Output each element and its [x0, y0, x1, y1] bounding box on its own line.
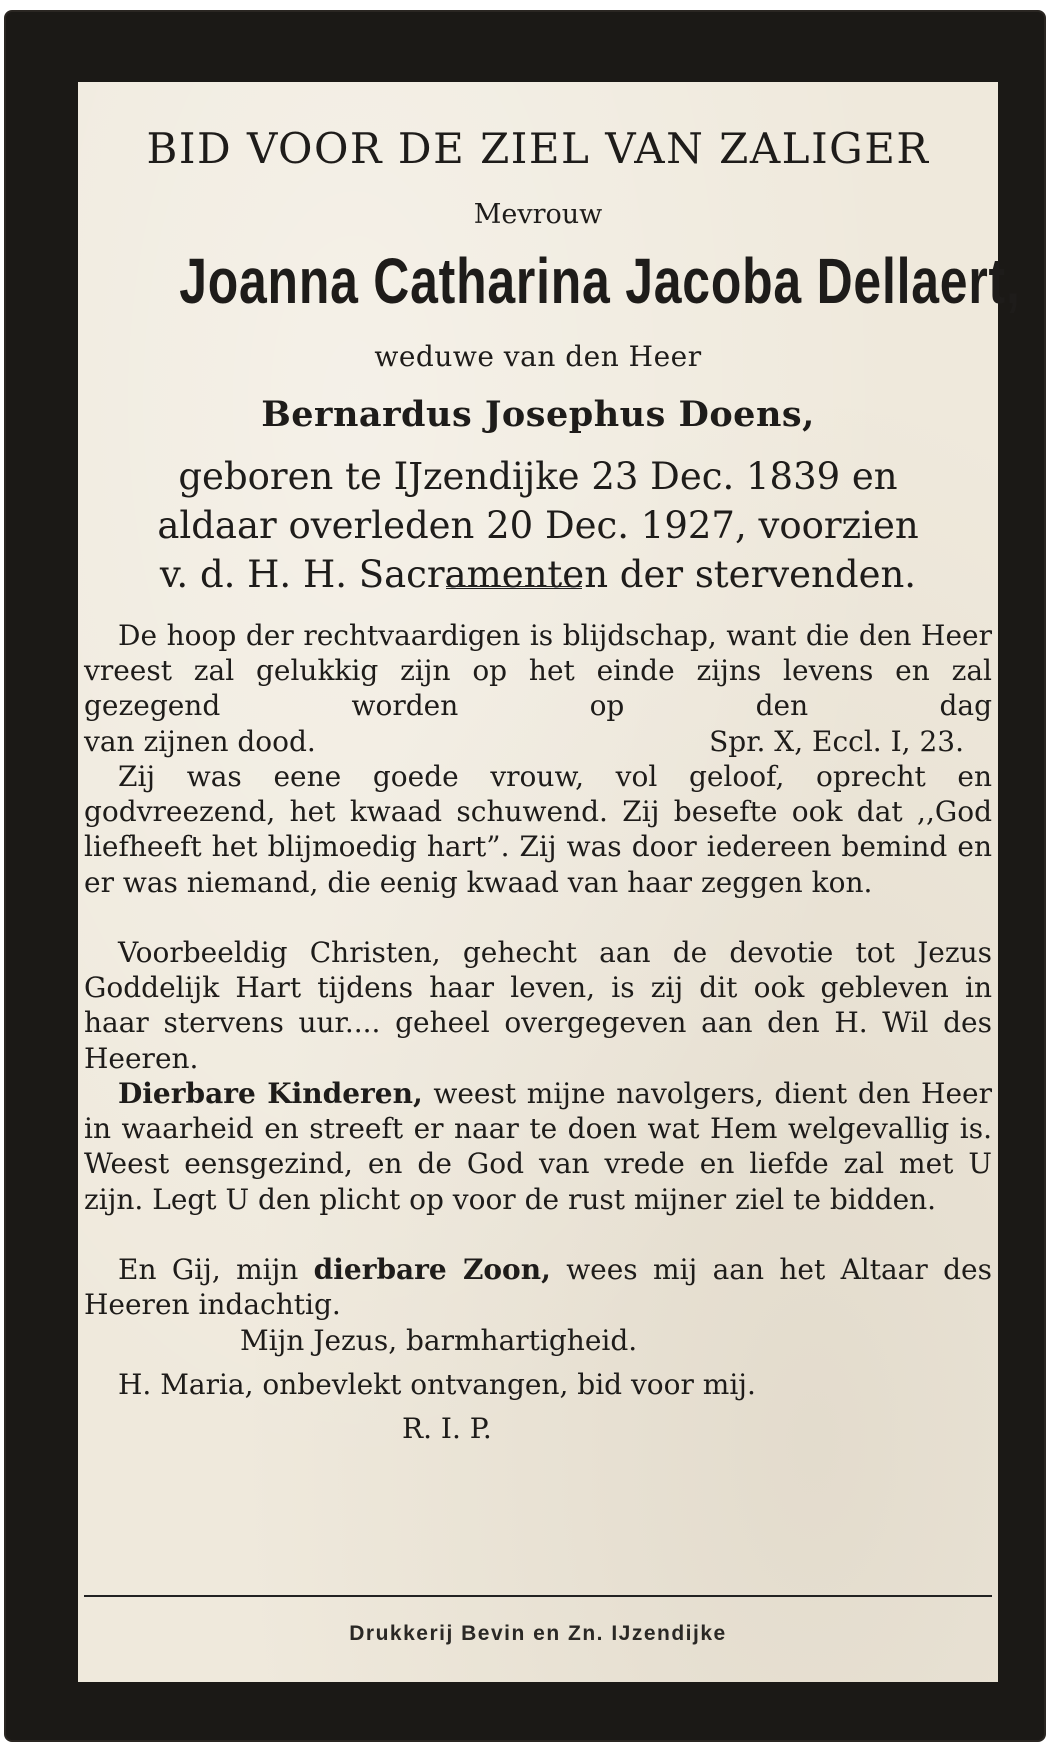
spouse-name: Bernardus Josephus Doens, — [261, 394, 815, 435]
son-before: En Gij, mijn — [118, 1253, 314, 1286]
scripture-text: De hoop der rechtvaardigen is blijdschap, want die den Heer vreest zal gelukkig zijn op het einde zijns levens en zal gezegend worden op den dag — [84, 619, 992, 723]
children-lead: Dierbare Kinderen, — [118, 1077, 423, 1110]
printer-credit: Drukkerij Bevin en Zn. IJzendijke — [349, 1622, 727, 1645]
virtue-paragraph — [84, 759, 992, 900]
children-body: weest mijne navolgers, dient den Heer in waarheid en streeft er naar te doen wat Hem welgevallig is. Weest eensgezind, en de God van vrede en liefde zal met U zijn. Legt U den plicht op voor de rust mijner ziel te bidden. — [84, 1077, 992, 1216]
birth-line: geboren te IJzendijke 23 Dec. 1839 en — [178, 455, 898, 498]
relation-line: weduwe van den Heer — [374, 340, 702, 373]
prayer-jesus: Mijn Jezus, barmhartigheid. — [240, 1324, 638, 1357]
children-paragraph — [84, 1076, 992, 1217]
birth-death-block — [78, 452, 998, 599]
devotion-paragraph — [84, 935, 992, 1076]
death-line: aldaar overleden 20 Dec. 1927, voorzien — [157, 504, 919, 547]
son-text — [84, 1252, 992, 1322]
memorial-card — [6, 12, 1044, 1740]
footer-divider — [84, 1595, 992, 1597]
card-heading: BID VOOR DE ZIEL VAN ZALIGER — [146, 124, 930, 173]
devotion-text: Voorbeeldig Christen, gehecht aan de devotie tot Jezus Goddelijk Hart tijdens haar leven, is zij dit ook gebleven in haar stervens uur.... geheel overgegeven aan den H. Wil des Heeren. — [84, 936, 992, 1075]
prayer-maria: H. Maria, onbevlekt ontvangen, bid voor mij. — [118, 1368, 756, 1401]
son-paragraph — [84, 1252, 992, 1322]
virtue-text: Zij was eene goede vrouw, vol geloof, oprecht en godvreezend, het kwaad schuwend. Zij besefte ook dat ,,God liefheeft het blijmoedig hart”. Zij was door iedereen bemind en er was niemand, die eenig kwaad van haar zeggen kon. — [84, 760, 992, 899]
children-text — [84, 1076, 992, 1217]
scripture-block — [84, 618, 992, 759]
title-prefix: Mevrouw — [473, 199, 603, 230]
scripture-reference: Spr. X, Eccl. I, 23. — [709, 724, 964, 758]
son-bold: dierbare Zoon, — [313, 1253, 551, 1286]
rip-text: R. I. P. — [402, 1412, 492, 1445]
scripture-last-line: van zijnen dood. — [84, 724, 316, 758]
scripture-last-row — [84, 724, 992, 759]
ornamental-divider — [446, 586, 582, 593]
card-paper — [78, 82, 1021, 1682]
deceased-name: Joanna Catharina Jacoba Dellaert, — [179, 245, 1021, 317]
son-after: wees mij aan het Altaar des Heeren indachtig. — [84, 1253, 992, 1322]
sacraments-line: v. d. H. H. Sacramenten der stervenden. — [159, 553, 917, 596]
